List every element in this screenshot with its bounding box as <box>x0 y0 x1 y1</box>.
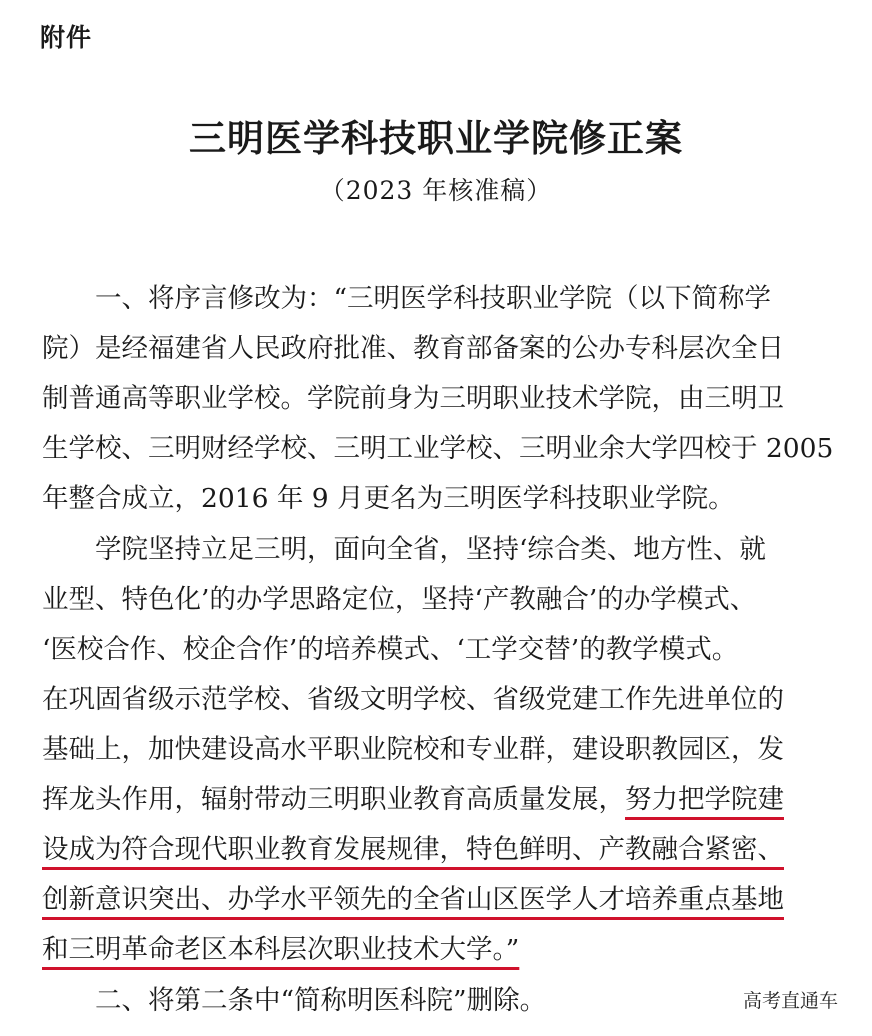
highlighted-text: 设成为符合现代职业教育发展规律，特色鲜明、产教融合紧密、 <box>42 834 784 865</box>
text-line: 基础上，加快建设高水平职业院校和专业群，建设职教园区，发 <box>42 734 784 765</box>
text-line <box>42 875 842 925</box>
text-line <box>42 775 842 825</box>
text-line: 生学校、三明财经学校、三明工业学校、三明业余大学四校于 2005 <box>42 433 834 464</box>
text-line: 业型、特色化’的办学思路定位，坚持‘产教融合’的办学模式、 <box>42 584 757 615</box>
text-line <box>42 825 842 875</box>
highlighted-text: 努力把学院建 <box>625 784 784 815</box>
highlighted-text: 创新意识突出、办学水平领先的全省山区医学人才培养重点基地 <box>42 884 784 915</box>
text-line: 二、将第二条中“简称明医科院”删除。 <box>42 985 547 1016</box>
document-subtitle: （2023 年核准稿） <box>319 176 553 205</box>
text-line <box>42 925 842 975</box>
highlighted-text: 和三明革命老区本科层次职业技术大学。” <box>42 934 520 965</box>
text-line: 院）是经福建省人民政府批准、教育部备案的公办专科层次全日 <box>42 333 784 364</box>
text-line: 年整合成立，2016 年 9 月更名为三明医学科技职业学院。 <box>42 483 735 514</box>
paragraph-3 <box>42 976 842 1026</box>
text-segment: 挥龙头作用，辐射带动三明职业教育高质量发展， <box>42 784 625 815</box>
document-title: 三明医学科技职业学院修正案 <box>189 116 683 160</box>
text-line: 一、将序言修改为：“三明医学科技职业学院（以下简称学 <box>42 283 772 314</box>
paragraph-1 <box>42 274 842 524</box>
text-line: 制普通高等职业学校。学院前身为三明职业技术学院，由三明卫 <box>42 383 784 414</box>
paragraph-2 <box>42 525 842 975</box>
text-line: 学院坚持立足三明，面向全省，坚持‘综合类、地方性、就 <box>42 534 766 565</box>
attachment-label: 附件 <box>40 23 93 52</box>
watermark: 高考直通车 <box>739 984 842 1015</box>
text-line: ‘医校合作、校企合作’的培养模式、‘工学交替’的教学模式。 <box>42 634 739 665</box>
text-line: 在巩固省级示范学校、省级文明学校、省级党建工作先进单位的 <box>42 684 784 715</box>
